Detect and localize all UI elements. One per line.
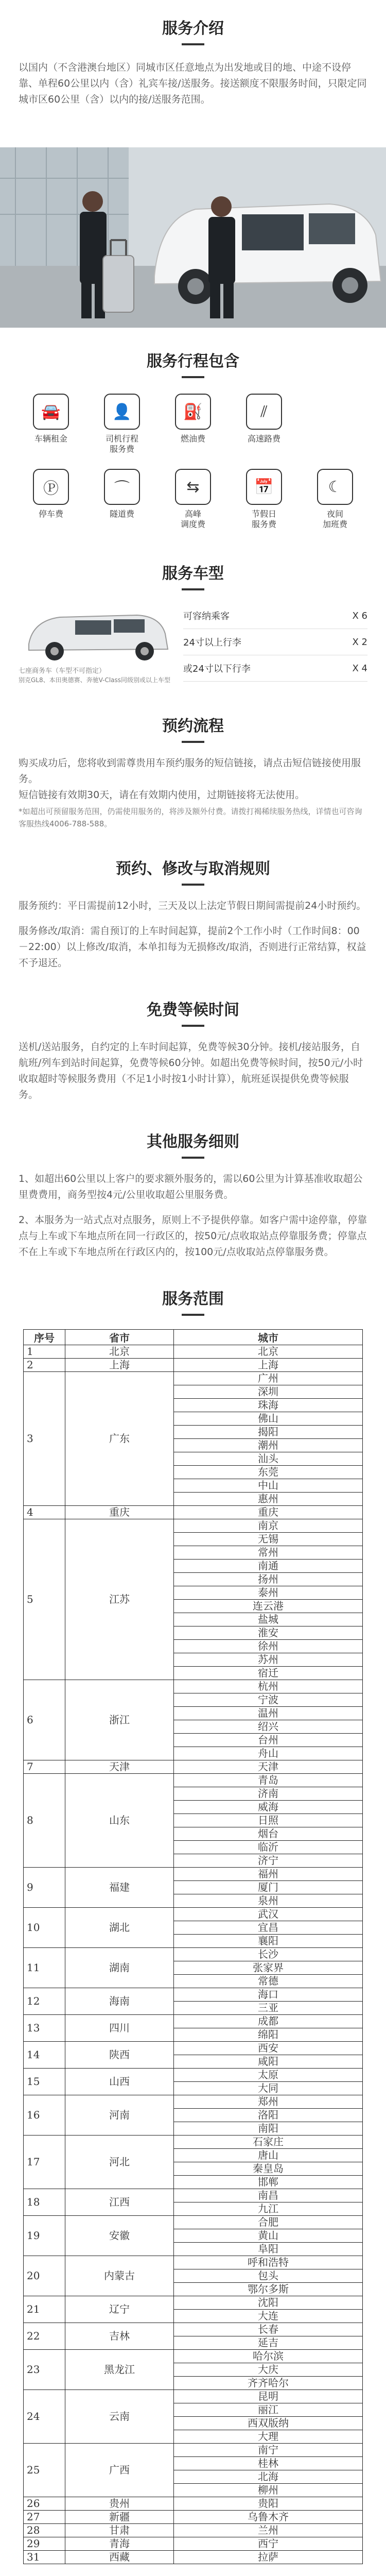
- table-row: [24, 2069, 363, 2082]
- service-item: [300, 469, 371, 530]
- services-title: 服务行程包含: [0, 348, 386, 378]
- city-cell: 拉萨: [174, 2551, 363, 2564]
- province-cell: 山东: [65, 1774, 174, 1868]
- service-item: [229, 394, 300, 454]
- city-cell: 三亚: [174, 2002, 363, 2015]
- city-cell: 唐山: [174, 2149, 363, 2162]
- city-cell: 绵阳: [174, 2028, 363, 2042]
- city-cell: 襄阳: [174, 1935, 363, 1948]
- row-number: 12: [24, 1988, 65, 2015]
- city-cell: 鄂尔多斯: [174, 2283, 363, 2296]
- city-cell: 苏州: [174, 1653, 363, 1667]
- province-cell: 天津: [65, 1760, 174, 1774]
- vehicle-capacity-row: [183, 629, 367, 655]
- table-row: [24, 1359, 363, 1372]
- table-row: [24, 1948, 363, 1961]
- city-cell: 南通: [174, 1560, 363, 1573]
- province-cell: 新疆: [65, 2511, 174, 2524]
- city-cell: 佛山: [174, 1412, 363, 1426]
- table-row: [24, 2136, 363, 2149]
- city-cell: 汕头: [174, 1452, 363, 1466]
- province-cell: 陕西: [65, 2042, 174, 2069]
- city-cell: 郑州: [174, 2095, 363, 2109]
- province-cell: 海南: [65, 1988, 174, 2015]
- vehicle-caption: 七座商务车（车型不可指定）: [19, 667, 106, 675]
- city-cell: 大同: [174, 2082, 363, 2095]
- vehicle-capacity-row: [183, 655, 367, 682]
- service-label: 燃油费: [180, 434, 205, 444]
- city-cell: 济宁: [174, 1854, 363, 1868]
- service-label: 司机行程 服务费: [105, 434, 138, 454]
- table-row: [24, 2497, 363, 2511]
- province-cell: 浙江: [65, 1680, 174, 1760]
- table-row: [24, 1345, 363, 1359]
- city-cell: 兰州: [174, 2524, 363, 2537]
- change-text: 服务预约：平日需提前12小时，三天及以上法定节假日期间需提前24小时预约。: [19, 900, 366, 911]
- row-number: 24: [24, 2390, 65, 2444]
- city-cell: 西安: [174, 2042, 363, 2055]
- row-number: 15: [24, 2069, 65, 2095]
- service-item: [157, 469, 229, 530]
- vehicle-illustration: [19, 603, 173, 665]
- city-cell: 武汉: [174, 1908, 363, 1921]
- other-title: 其他服务细则: [0, 1129, 386, 1159]
- province-cell: 内蒙古: [65, 2256, 174, 2296]
- city-cell: 延吉: [174, 2336, 363, 2350]
- intro-title: 服务介绍: [0, 15, 386, 45]
- city-cell: 舟山: [174, 1747, 363, 1760]
- city-cell: 宁波: [174, 1693, 363, 1707]
- city-cell: 宜昌: [174, 1921, 363, 1935]
- capacity-value: X 2: [352, 636, 367, 648]
- city-cell: 张家界: [174, 1961, 363, 1975]
- city-cell: 西双版纳: [174, 2417, 363, 2430]
- table-row: [24, 1519, 363, 1533]
- table-row: [24, 1988, 363, 2002]
- city-cell: 黄山: [174, 2229, 363, 2243]
- city-cell: 洛阳: [174, 2109, 363, 2122]
- driver-icon: 👤: [104, 394, 140, 430]
- city-cell: 大理: [174, 2430, 363, 2444]
- table-row: [24, 1868, 363, 1881]
- city-cell: 北京: [174, 1345, 363, 1359]
- row-number: 28: [24, 2524, 65, 2537]
- table-row: [24, 2015, 363, 2028]
- table-row: [24, 2551, 363, 2564]
- city-cell: 南昌: [174, 2189, 363, 2202]
- city-cell: 杭州: [174, 1680, 363, 1693]
- city-cell: 临沂: [174, 1841, 363, 1854]
- service-item: [229, 469, 300, 530]
- city-cell: 贵阳: [174, 2497, 363, 2511]
- province-cell: 甘肃: [65, 2524, 174, 2537]
- table-row: [24, 2216, 363, 2229]
- service-item: [15, 469, 86, 530]
- city-cell: 丽江: [174, 2403, 363, 2417]
- header-province: 省市: [65, 1330, 174, 1345]
- capacity-label: 或24寸以下行李: [183, 664, 251, 674]
- row-number: 10: [24, 1908, 65, 1948]
- province-cell: 安徽: [65, 2216, 174, 2256]
- service-label: 夜间 加班费: [322, 509, 347, 529]
- city-cell: 威海: [174, 1801, 363, 1814]
- row-number: 6: [24, 1680, 65, 1760]
- row-number: 21: [24, 2296, 65, 2323]
- city-cell: 咸阳: [174, 2055, 363, 2069]
- tunnel-icon: ⌒: [104, 469, 140, 505]
- change-text-2: 服务修改/取消：需自预订的上车时间起算，提前2个工作小时（工作时间8：00－22:00）以上修改/取消，本单扣每为无损修改/取消，否则进行正常结算，权益不予退还。: [19, 925, 366, 969]
- row-number: 29: [24, 2537, 65, 2551]
- city-cell: 济南: [174, 1787, 363, 1801]
- booking-note: *如超出可预留服务范围，仍需使用服务的，将涉及额外付费。请拨打褐稀续服务热线，详情也可咨询客服热线4006-788-588。: [19, 807, 362, 828]
- city-cell: 泰州: [174, 1586, 363, 1600]
- city-cell: 大连: [174, 2310, 363, 2323]
- city-cell: 桂林: [174, 2457, 363, 2470]
- row-number: 26: [24, 2497, 65, 2511]
- row-number: 2: [24, 1359, 65, 1372]
- city-cell: 秦皇岛: [174, 2162, 363, 2176]
- range-title: 服务范围: [0, 1286, 386, 1316]
- table-row: [24, 2189, 363, 2202]
- city-cell: 连云港: [174, 1600, 363, 1613]
- row-number: 4: [24, 1506, 65, 1519]
- table-row: [24, 1506, 363, 1519]
- table-row: [24, 2042, 363, 2055]
- vehicle-title: 服务车型: [0, 561, 386, 590]
- province-cell: 山西: [65, 2069, 174, 2095]
- table-row: [24, 1680, 363, 1693]
- city-cell: 乌鲁木齐: [174, 2511, 363, 2524]
- city-cell: 徐州: [174, 1640, 363, 1653]
- province-cell: 重庆: [65, 1506, 174, 1519]
- city-cell: 潮州: [174, 1439, 363, 1452]
- city-cell: 呼和浩特: [174, 2256, 363, 2269]
- row-number: 22: [24, 2323, 65, 2350]
- city-cell: 厦门: [174, 1881, 363, 1894]
- province-cell: 西藏: [65, 2551, 174, 2564]
- peak-dispatch-icon: ⇆: [175, 469, 211, 505]
- province-cell: 辽宁: [65, 2296, 174, 2323]
- city-cell: 上海: [174, 1359, 363, 1372]
- service-item: [86, 394, 157, 454]
- night-icon: ☾: [317, 469, 353, 505]
- city-cell: 邯郸: [174, 2176, 363, 2189]
- row-number: 7: [24, 1760, 65, 1774]
- table-row: [24, 2350, 363, 2363]
- city-cell: 烟台: [174, 1827, 363, 1841]
- header-no: 序号: [24, 1330, 65, 1345]
- province-cell: 广西: [65, 2444, 174, 2497]
- other-text: 1、如超出60公里以上客户的要求额外服务的，需以60公里为计算基准收取超公里费费用，商务型按4元/公里收取超公里服务费。: [19, 1173, 363, 1200]
- city-cell: 青岛: [174, 1774, 363, 1787]
- booking-title: 预约流程: [0, 713, 386, 743]
- table-row: [24, 1760, 363, 1774]
- city-cell: 沈阳: [174, 2296, 363, 2310]
- service-label: 隧道费: [109, 509, 134, 519]
- city-cell: 重庆: [174, 1506, 363, 1519]
- city-cell: 西宁: [174, 2537, 363, 2551]
- city-cell: 常州: [174, 1546, 363, 1560]
- city-cell: 太原: [174, 2069, 363, 2082]
- city-cell: 绍兴: [174, 1720, 363, 1734]
- table-row: [24, 2095, 363, 2109]
- city-cell: 温州: [174, 1707, 363, 1720]
- city-cell: 九江: [174, 2202, 363, 2216]
- city-cell: 海口: [174, 1988, 363, 2002]
- city-cell: 宿迁: [174, 1667, 363, 1680]
- city-cell: 长春: [174, 2323, 363, 2336]
- service-item: [15, 394, 86, 454]
- city-cell: 惠州: [174, 1493, 363, 1506]
- capacity-value: X 4: [352, 663, 367, 674]
- intro-text: 以国内（不含港澳台地区）同城市区任意地点为出发地或目的地、中途不设停靠、单程60公里以内（含）礼宾车接/送服务。接送额度不限服务时间，只限定同城市区60公里（含）以内的接/送服务范围。: [19, 62, 367, 105]
- wait-title: 免费等候时间: [0, 997, 386, 1027]
- car-rental-icon: 🚘: [33, 394, 69, 430]
- city-cell: 柳州: [174, 2484, 363, 2497]
- city-cell: 淮安: [174, 1626, 363, 1640]
- row-number: 1: [24, 1345, 65, 1359]
- city-cell: 成都: [174, 2015, 363, 2028]
- row-number: 5: [24, 1519, 65, 1680]
- city-cell: 合肥: [174, 2216, 363, 2229]
- service-item: [157, 394, 229, 454]
- capacity-label: 可容纳乘客: [183, 611, 230, 622]
- province-cell: 四川: [65, 2015, 174, 2042]
- province-cell: 江西: [65, 2189, 174, 2216]
- table-row: [24, 2296, 363, 2310]
- row-number: 18: [24, 2189, 65, 2216]
- booking-text-2: 短信链接有效期30天，请在有效期内使用，过期链接将无法使用。: [19, 789, 305, 801]
- city-cell: 南阳: [174, 2122, 363, 2136]
- row-number: 8: [24, 1774, 65, 1868]
- table-row: [24, 2323, 363, 2336]
- city-cell: 南京: [174, 1519, 363, 1533]
- city-cell: 深圳: [174, 1385, 363, 1399]
- parking-icon: Ⓟ: [33, 469, 69, 505]
- row-number: 13: [24, 2015, 65, 2042]
- city-cell: 福州: [174, 1868, 363, 1881]
- city-cell: 天津: [174, 1760, 363, 1774]
- city-cell: 长沙: [174, 1948, 363, 1961]
- city-cell: 常德: [174, 1975, 363, 1988]
- province-cell: 河北: [65, 2136, 174, 2189]
- services-grid: [15, 394, 371, 530]
- province-cell: 北京: [65, 1345, 174, 1359]
- row-number: 19: [24, 2216, 65, 2256]
- table-row: [24, 1774, 363, 1787]
- city-cell: 石家庄: [174, 2136, 363, 2149]
- service-label: 高速路费: [247, 434, 280, 444]
- province-cell: 广东: [65, 1372, 174, 1506]
- province-cell: 青海: [65, 2537, 174, 2551]
- row-number: 27: [24, 2511, 65, 2524]
- booking-text: 购买成功后，您将收到需尊贵用车预约服务的短信链接，请点击短信链接使用服务。: [19, 757, 361, 785]
- wait-text: 送机/送站服务，自约定的上车时间起算，免费等候30分钟。接机/接站服务，自航班/列车到站时间起算，免费等候60分钟。如超出免费等候时间，按50元/小时收取超时等候服务费用（不足1小时按1小时计算），航班延误提供免费等候服务。: [19, 1041, 363, 1100]
- vehicle-capacity-row: [183, 603, 367, 629]
- city-cell: 扬州: [174, 1573, 363, 1586]
- city-cell: 南宁: [174, 2444, 363, 2457]
- service-item: [86, 469, 157, 530]
- table-row: [24, 2524, 363, 2537]
- row-number: 20: [24, 2256, 65, 2296]
- row-number: 11: [24, 1948, 65, 1988]
- province-cell: 黑龙江: [65, 2350, 174, 2390]
- header-city: 城市: [174, 1330, 363, 1345]
- row-number: 23: [24, 2350, 65, 2390]
- city-cell: 齐齐哈尔: [174, 2377, 363, 2390]
- city-cell: 揭阳: [174, 1426, 363, 1439]
- change-title: 预约、修改与取消规则: [0, 856, 386, 886]
- table-row: [24, 2390, 363, 2403]
- table-row: [24, 2444, 363, 2457]
- row-number: 3: [24, 1372, 65, 1506]
- other-text-2: 2、本服务为一站式点对点服务，原则上不予提供停靠。如客户需中途停靠，停靠点与上车或下车地点所在同一行政区的，按50元/点收取站点停靠服务费；停靠点不在上车或下车地点所在行政区内的，按100元/点收取站点停靠服务费。: [19, 1214, 367, 1258]
- city-cell: 广州: [174, 1372, 363, 1385]
- service-label: 车辆租金: [34, 434, 67, 444]
- vehicle-caption-models: 别克GL8、本田奥德赛、奔驰V-Class同级别或以上车型: [19, 676, 171, 684]
- service-item: [300, 394, 371, 454]
- hero-image: [0, 147, 386, 328]
- table-row: [24, 2537, 363, 2551]
- city-cell: 中山: [174, 1479, 363, 1493]
- row-number: 25: [24, 2444, 65, 2497]
- vehicle-block: [19, 603, 367, 684]
- city-cell: 阜阳: [174, 2243, 363, 2256]
- service-label: 高峰 调度费: [180, 509, 205, 529]
- city-cell: 盐城: [174, 1613, 363, 1626]
- row-number: 14: [24, 2042, 65, 2069]
- city-cell: 包头: [174, 2269, 363, 2283]
- province-cell: 福建: [65, 1868, 174, 1908]
- province-cell: 湖北: [65, 1908, 174, 1948]
- fuel-icon: ⛽: [175, 394, 211, 430]
- city-cell: 珠海: [174, 1399, 363, 1412]
- table-row: [24, 2256, 363, 2269]
- city-cell: 无锡: [174, 1533, 363, 1546]
- city-cell: 日照: [174, 1814, 363, 1827]
- city-cell: 泉州: [174, 1894, 363, 1908]
- province-cell: 云南: [65, 2390, 174, 2444]
- city-cell: 哈尔滨: [174, 2350, 363, 2363]
- capacity-value: X 6: [352, 610, 367, 621]
- row-number: 16: [24, 2095, 65, 2136]
- hero-illustration: [0, 147, 386, 328]
- province-cell: 吉林: [65, 2323, 174, 2350]
- province-cell: 湖南: [65, 1948, 174, 1988]
- service-range-table: [23, 1329, 363, 2564]
- province-cell: 贵州: [65, 2497, 174, 2511]
- city-cell: 台州: [174, 1734, 363, 1747]
- table-row: [24, 1372, 363, 1385]
- province-cell: 江苏: [65, 1519, 174, 1680]
- row-number: 31: [24, 2551, 65, 2564]
- service-label: 节假日 服务费: [251, 509, 276, 529]
- city-cell: 北海: [174, 2470, 363, 2484]
- row-number: 9: [24, 1868, 65, 1908]
- city-cell: 大庆: [174, 2363, 363, 2377]
- city-cell: 昆明: [174, 2390, 363, 2403]
- province-cell: 上海: [65, 1359, 174, 1372]
- highway-icon: ⫽: [246, 394, 282, 430]
- row-number: 17: [24, 2136, 65, 2189]
- service-label: 停车费: [38, 509, 63, 519]
- table-row: [24, 2511, 363, 2524]
- table-row: [24, 1908, 363, 1921]
- province-cell: 河南: [65, 2095, 174, 2136]
- city-cell: 东莞: [174, 1466, 363, 1479]
- holiday-icon: 📅: [246, 469, 282, 505]
- capacity-label: 24寸以上行李: [183, 637, 241, 648]
